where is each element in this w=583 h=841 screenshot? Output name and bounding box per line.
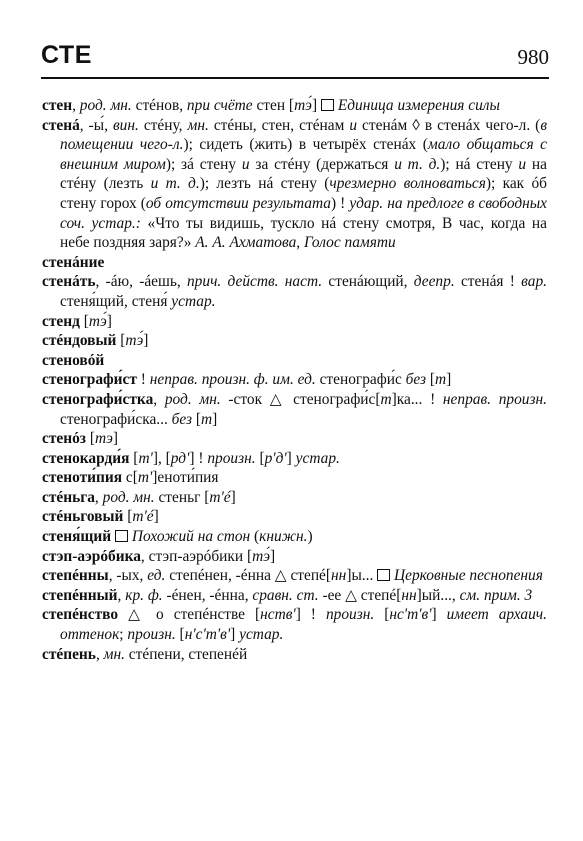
dictionary-entry xyxy=(42,272,547,311)
dictionary-entry xyxy=(42,449,547,469)
entry-text: ] xyxy=(230,626,240,644)
label-text: и xyxy=(349,116,358,134)
entry-text: стенографи́с xyxy=(315,371,406,389)
headword: степéнны xyxy=(42,567,109,585)
entry-text: ] xyxy=(311,97,321,114)
dictionary-entry xyxy=(42,390,547,429)
dictionary-entry xyxy=(42,331,547,351)
entry-text: ]ы... xyxy=(346,567,378,585)
entry-text: , xyxy=(153,390,165,408)
label-text: без xyxy=(405,371,427,389)
headword: стен xyxy=(42,97,73,114)
label-text: и xyxy=(518,155,527,173)
label-text: рд' xyxy=(170,449,190,467)
entry-text: -сток △ стенографи́с[ xyxy=(220,390,381,408)
label-text: т' xyxy=(137,469,153,487)
entry-text: , -áю, -áешь, xyxy=(95,273,187,291)
label-text: тэ́ xyxy=(252,547,271,565)
entry-text: с[ xyxy=(122,469,138,487)
entry-text: степéнен, -éнна △ степé[ xyxy=(165,567,332,585)
label-text: н'с'т'в' xyxy=(184,626,231,644)
entry-text: ] xyxy=(270,547,276,565)
label-text: книжн. xyxy=(259,528,308,546)
dictionary-entry xyxy=(42,645,547,665)
entry-text: ); сидеть (жить) в четырёх стенáх ( xyxy=(183,136,428,154)
dictionary-entry xyxy=(42,351,547,371)
entry-text: стéпени, степенéй xyxy=(124,645,248,663)
entry-text: , xyxy=(95,645,104,663)
entry-text: [ xyxy=(374,606,390,624)
dictionary-entry xyxy=(42,488,547,508)
entry-text: ! xyxy=(136,371,150,389)
label-text: неправ. произн. xyxy=(442,390,547,408)
headword: степéнство xyxy=(42,606,119,624)
label-text: род. мн. xyxy=(79,97,132,114)
usage-box-icon xyxy=(321,99,334,111)
entry-text: ( xyxy=(250,528,260,546)
entry-text: ] ! xyxy=(295,606,326,624)
label-text: нств' xyxy=(260,606,296,624)
label-text: т xyxy=(201,410,213,428)
entry-text: ] xyxy=(230,488,236,506)
entry-text: стенáющий, xyxy=(322,273,414,291)
entry-text: [ xyxy=(175,626,185,644)
dictionary-entry xyxy=(42,312,547,332)
entry-text: стенáм ◊ в стенáх чего-л. ( xyxy=(357,116,541,134)
label-text: Церковные песнопения xyxy=(394,567,543,585)
label-text: устар. xyxy=(295,449,340,467)
label-text: род. мн. xyxy=(102,488,155,506)
label-text: р'д' xyxy=(264,449,287,467)
entry-text: , xyxy=(94,488,103,506)
label-text: нс'т'в' xyxy=(389,606,432,624)
entry-text: △ о степéнстве [ xyxy=(118,606,261,624)
label-text: прич. действ. наст. xyxy=(186,273,323,291)
entry-text: «Что ты видишь, тускло нá стену смотря, В час, когда на небе поздняя заря?» xyxy=(60,214,547,252)
entry-text: ] xyxy=(212,410,218,428)
label-text: тэ xyxy=(94,430,113,448)
label-text: неправ. произн. ф. им. ед. xyxy=(149,371,316,389)
headword: стеноти́пия xyxy=(42,469,123,487)
entry-text: , стэп-аэрóбики [ xyxy=(140,547,253,565)
label-text: т' xyxy=(138,449,153,467)
headword: стенóз xyxy=(42,430,86,448)
entry-text: ) ! xyxy=(330,194,350,212)
entry-text: на стéну (лезть xyxy=(60,155,547,193)
label-text: и xyxy=(241,155,250,173)
entry-text: -éнен, -éнна, xyxy=(162,586,253,604)
entry-text: , -ы́, xyxy=(79,116,113,134)
entry-text: [ xyxy=(123,508,133,526)
entry-text: ) xyxy=(307,528,313,546)
label-text: тэ́ xyxy=(125,332,144,350)
label-text: сравн. ст. xyxy=(252,586,319,604)
entry-text: [ xyxy=(85,430,95,448)
entry-text: ] ! xyxy=(189,449,208,467)
label-text: род. мн. xyxy=(164,390,221,408)
label-text: произн. xyxy=(127,626,176,644)
headword: стенд xyxy=(42,312,80,330)
entry-text: [ xyxy=(116,332,126,350)
dictionary-entry xyxy=(42,370,547,390)
headword: степéнный xyxy=(42,586,118,604)
label-text: нн xyxy=(401,586,417,604)
label-text: устар. xyxy=(171,292,216,310)
label-text: см. прим. 3 xyxy=(459,586,533,604)
entry-text: ]еноти́пия xyxy=(152,469,219,487)
dictionary-entry xyxy=(42,253,547,273)
label-text: А. А. Ахматова, Голос памяти xyxy=(195,234,396,252)
page-number: 980 xyxy=(517,45,549,69)
entry-text: стеньг [ xyxy=(154,488,210,506)
headword: стéндовый xyxy=(42,332,117,350)
usage-box-icon xyxy=(115,530,128,542)
headword: стенографи́ст xyxy=(42,371,137,389)
entry-text: [ xyxy=(79,312,89,330)
entry-text: ); как óб стену горох ( xyxy=(60,175,547,212)
label-text: об отсутствии результата xyxy=(145,194,331,212)
entry-text: ); зá стену xyxy=(165,155,242,173)
headword: стенáть xyxy=(42,273,96,291)
headword: стéпень xyxy=(42,645,96,663)
entry-text: , xyxy=(117,586,126,604)
label-text: т'é xyxy=(209,488,231,506)
entry-text: за стéну (держаться xyxy=(249,155,395,173)
label-text: т'é xyxy=(132,508,154,526)
headword: стенáние xyxy=(42,253,105,271)
entry-text: ] xyxy=(153,508,159,526)
dictionary-entry xyxy=(42,507,547,527)
entry-text: [ xyxy=(192,410,202,428)
label-text: ед. xyxy=(147,567,166,585)
entry-text: стéны, стен, стéнам xyxy=(208,116,350,134)
dictionary-entries xyxy=(42,96,547,664)
label-text: при счёте xyxy=(186,97,253,114)
entry-text: [ xyxy=(129,449,139,467)
label-text: кр. ф. xyxy=(125,586,163,604)
label-text: удар. на предлоге в свободных соч. устар.: xyxy=(60,194,548,232)
entry-text: ]ка... ! xyxy=(391,390,443,408)
entry-text: ; xyxy=(119,626,128,644)
label-text: без xyxy=(171,410,193,428)
entry-text: стен [ xyxy=(252,97,295,114)
entry-text: ] xyxy=(446,371,452,389)
entry-text: [ xyxy=(426,371,435,389)
dictionary-entry xyxy=(42,96,547,116)
label-text: Похожий на стон xyxy=(131,528,251,546)
label-text: произн. xyxy=(207,449,256,467)
label-text: мн. xyxy=(103,645,125,663)
headword: стеновóй xyxy=(42,351,105,369)
headword: стéньговый xyxy=(42,508,124,526)
label-text: тэ́ xyxy=(294,97,312,114)
headword: стэп-аэрóбика xyxy=(42,547,141,565)
entry-text: , -ых, xyxy=(108,567,148,585)
label-text: вар. xyxy=(521,273,547,291)
entry-text: ); нá стену xyxy=(440,155,519,173)
label-text: мн. xyxy=(187,116,209,134)
headword: стенá xyxy=(42,116,80,134)
dictionary-entry xyxy=(42,429,547,449)
entry-text: стенáя ! xyxy=(454,273,522,291)
label-text: устар. xyxy=(239,626,284,644)
entry-text: [ xyxy=(255,449,265,467)
label-text: Единица измерения силы xyxy=(337,97,500,114)
entry-text: ] xyxy=(112,430,119,448)
entry-text: стéну, xyxy=(138,116,188,134)
entry-text: ] xyxy=(286,449,296,467)
dictionary-entry xyxy=(42,547,547,567)
page-header xyxy=(41,40,549,70)
dictionary-entry xyxy=(42,116,547,253)
label-text: и т. д. xyxy=(150,175,200,193)
label-text: деепр. xyxy=(413,273,455,291)
label-text: и т. д. xyxy=(394,155,441,173)
headword: стéньга xyxy=(42,488,95,506)
dictionary-entry xyxy=(42,586,547,606)
entry-text: ] xyxy=(143,332,149,350)
dictionary-entry xyxy=(42,468,547,488)
headword: стенокарди́я xyxy=(42,449,130,467)
entry-text: стеня́щий, стеня́ xyxy=(60,292,172,310)
entry-text: ); лезть нá стену ( xyxy=(199,175,330,193)
header-rule xyxy=(41,77,549,79)
dictionary-entry xyxy=(42,527,547,547)
label-text: в помещении чего-л. xyxy=(60,116,547,154)
label-text: т xyxy=(435,371,447,389)
headword: стенографи́стка xyxy=(42,390,154,408)
entry-text: ] xyxy=(106,312,112,330)
dictionary-entry xyxy=(42,605,547,644)
entry-text: ], [ xyxy=(152,449,171,467)
label-text: мало общаться с внешним миром xyxy=(60,136,548,173)
label-text: чрезмерно волноваться xyxy=(329,175,486,193)
label-text: имеет архаич. оттенок xyxy=(60,606,547,644)
headword: стеня́щий xyxy=(42,528,112,546)
entry-text: , xyxy=(72,97,80,114)
label-text: нн xyxy=(331,567,347,585)
entry-text: ]ый..., xyxy=(416,586,460,604)
label-text: т xyxy=(380,390,392,408)
label-text: произн. xyxy=(325,606,375,624)
entry-text: стéнов, xyxy=(131,97,187,114)
entry-text: -ее △ степé[ xyxy=(318,586,402,604)
dictionary-entry xyxy=(42,566,547,586)
label-text: вин. xyxy=(112,116,139,134)
label-text: тэ́ xyxy=(88,312,107,330)
entry-text: ] xyxy=(431,606,447,624)
guide-word: СТЕ xyxy=(41,41,92,69)
entry-text: стенографи́ска... xyxy=(60,410,172,428)
usage-box-icon xyxy=(377,569,390,581)
